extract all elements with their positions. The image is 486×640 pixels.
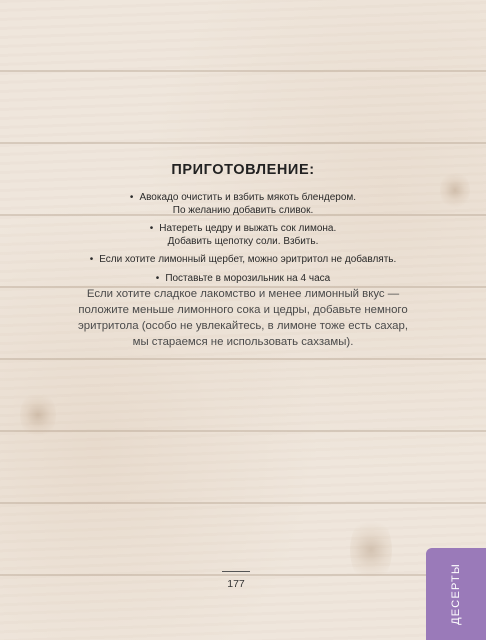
note-line: мы стараемся не использовать сахзамы).	[132, 336, 354, 348]
list-item	[0, 192, 486, 217]
list-item	[0, 273, 486, 286]
step-line	[0, 273, 486, 286]
step-line	[0, 254, 486, 267]
note-line: эритритола (особо не увлекайтесь, в лимоне тоже есть сахар,	[78, 320, 408, 332]
note-line: положите меньше лимонного сока и цедры, добавьте немного	[78, 304, 408, 316]
wood-knot	[20, 390, 56, 440]
wood-knot	[350, 515, 392, 585]
bullet-icon: •	[129, 192, 134, 203]
step-line: По желанию добавить сливок.	[172, 204, 314, 216]
bullet-icon: •	[155, 272, 160, 284]
steps-list	[0, 192, 486, 291]
list-item	[0, 254, 486, 267]
note-line: Если хотите сладкое лакомство и менее лимонный вкус —	[86, 288, 400, 300]
recipe-note	[50, 286, 436, 350]
section-tab-label: ДЕСЕРТЫ	[450, 563, 462, 625]
step-line	[0, 192, 486, 205]
step-text: Если хотите лимонный щербет, можно эритритол не добавлять.	[99, 254, 397, 265]
section-tab	[426, 548, 486, 640]
page-number-rule	[222, 571, 250, 572]
step-text: Авокадо очистить и взбить мякоть блендером.	[139, 192, 357, 203]
step-line: Добавить щепотку соли. Взбить.	[167, 235, 319, 247]
bullet-icon: •	[89, 254, 94, 265]
section-title: ПРИГОТОВЛЕНИЕ:	[171, 162, 315, 178]
bullet-icon: •	[149, 223, 154, 234]
page-number: 177	[227, 578, 245, 590]
step-line	[0, 223, 486, 236]
list-item	[0, 223, 486, 248]
step-text: Поставьте в морозильник на 4 часа	[165, 272, 331, 284]
step-text: Натереть цедру и выжать сок лимона.	[159, 223, 337, 234]
